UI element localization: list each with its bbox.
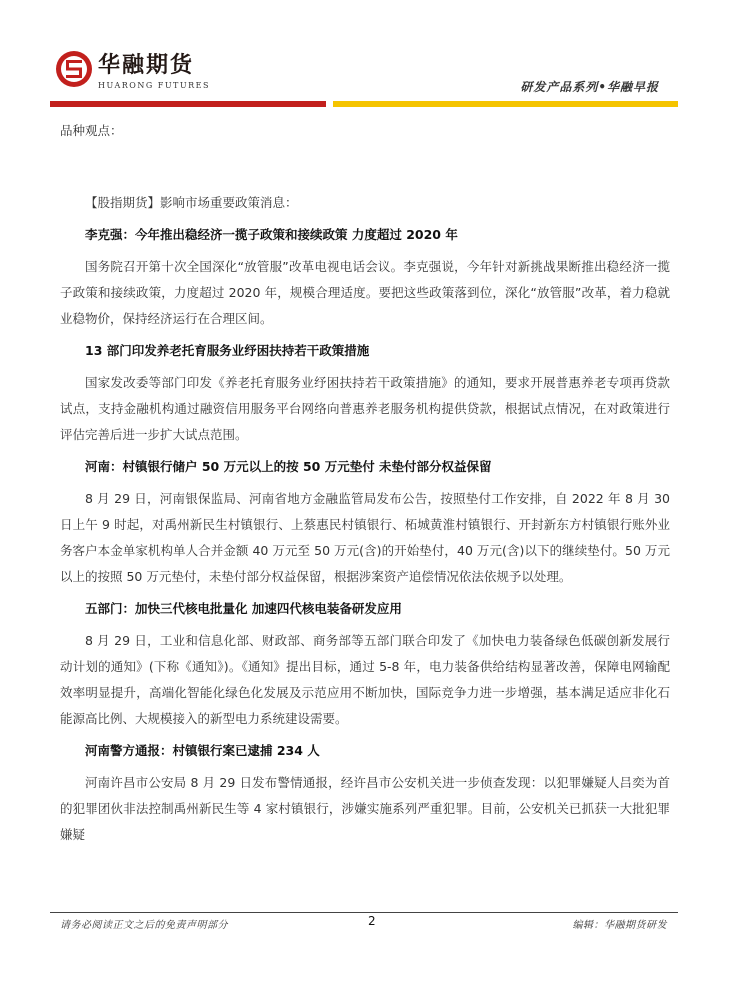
- news-headline-2: 13 部门印发养老托育服务业纾困扶持若干政策措施: [85, 343, 370, 358]
- footer-disclaimer: 请务必阅读正文之后的免责声明部分: [60, 920, 228, 931]
- news-text-1: 国务院召开第十次全国深化“放管服”改革电视电话会议。李克强说，今年针对新挑战果断推出稳经济一揽子政策和接续政策，力度超过 2020 年，规模合理适度。要把这些政策落到位，深化“放管服”改革，着力稳就业稳物价，保持经济运行在合理区间。: [60, 259, 670, 326]
- footer-divider: [50, 912, 678, 913]
- huarong-logo-icon: [55, 50, 93, 88]
- header-bar-red: [50, 101, 326, 107]
- intro-label: 品种观点：: [60, 123, 123, 138]
- report-body: [60, 118, 670, 848]
- header-bar-gold: [333, 101, 678, 107]
- report-series-title: 研发产品系列•华融早报: [520, 80, 659, 94]
- brand-name-en: HUARONG FUTURES: [98, 81, 210, 90]
- news-text-2: 国家发改委等部门印发《养老托育服务业纾困扶持若干政策措施》的通知，要求开展普惠养老专项再贷款试点，支持金融机构通过融资信用服务平台网络向普惠养老服务机构提供贷款，根据试点情况，在对政策进行评估完善后进一步扩大试点范围。: [60, 375, 670, 442]
- page-number: 2: [368, 914, 376, 928]
- news-text-4: 8 月 29 日，工业和信息化部、财政部、商务部等五部门联合印发了《加快电力装备绿色低碳创新发展行动计划的通知》(下称《通知》)。《通知》提出目标，通过 5-8 年，电力装备供给结构显著改善，保障电网输配效率明显提升，高端化智能化绿色化发展及示范应用不断加快，国际竞争力进一步增强，基本满足适应非化石能源高比例、大规模接入的新型电力系统建设需要。: [60, 633, 670, 726]
- news-headline-5: 河南警方通报：村镇银行案已逮捕 234 人: [85, 743, 320, 758]
- news-text-3: 8 月 29 日，河南银保监局、河南省地方金融监管局发布公告，按照垫付工作安排，自 2022 年 8 月 30 日上午 9 时起，对禹州新民生村镇银行、上蔡惠民村镇银行、柘城黄淮村镇银行、开封新东方村镇银行账外业务客户本金单家机构单人合并金额 40 万元至 50 万元(含)的开始垫付，40 万元(含)以下的继续垫付。50 万元以上的按照 50 万元垫付，未垫付部分权益保留，根据涉案资产追偿情况依法依规予以处理。: [60, 491, 670, 584]
- news-text-5: 河南许昌市公安局 8 月 29 日发布警情通报，经许昌市公安机关进一步侦查发现：以犯罪嫌疑人吕奕为首的犯罪团伙非法控制禹州新民生等 4 家村镇银行，涉嫌实施系列严重犯罪。目前，公安机关已抓获一大批犯罪嫌疑: [60, 775, 670, 842]
- section-title: 【股指期货】影响市场重要政策消息：: [85, 195, 298, 210]
- footer-editor: 编辑：华融期货研发: [572, 920, 667, 931]
- brand-name-cn: 华融期货: [98, 52, 195, 78]
- news-headline-4: 五部门：加快三代核电批量化 加速四代核电装备研发应用: [85, 601, 402, 616]
- news-headline-3: 河南：村镇银行储户 50 万元以上的按 50 万元垫付 未垫付部分权益保留: [85, 459, 492, 474]
- news-headline-1: 李克强：今年推出稳经济一揽子政策和接续政策 力度超过 2020 年: [85, 227, 458, 242]
